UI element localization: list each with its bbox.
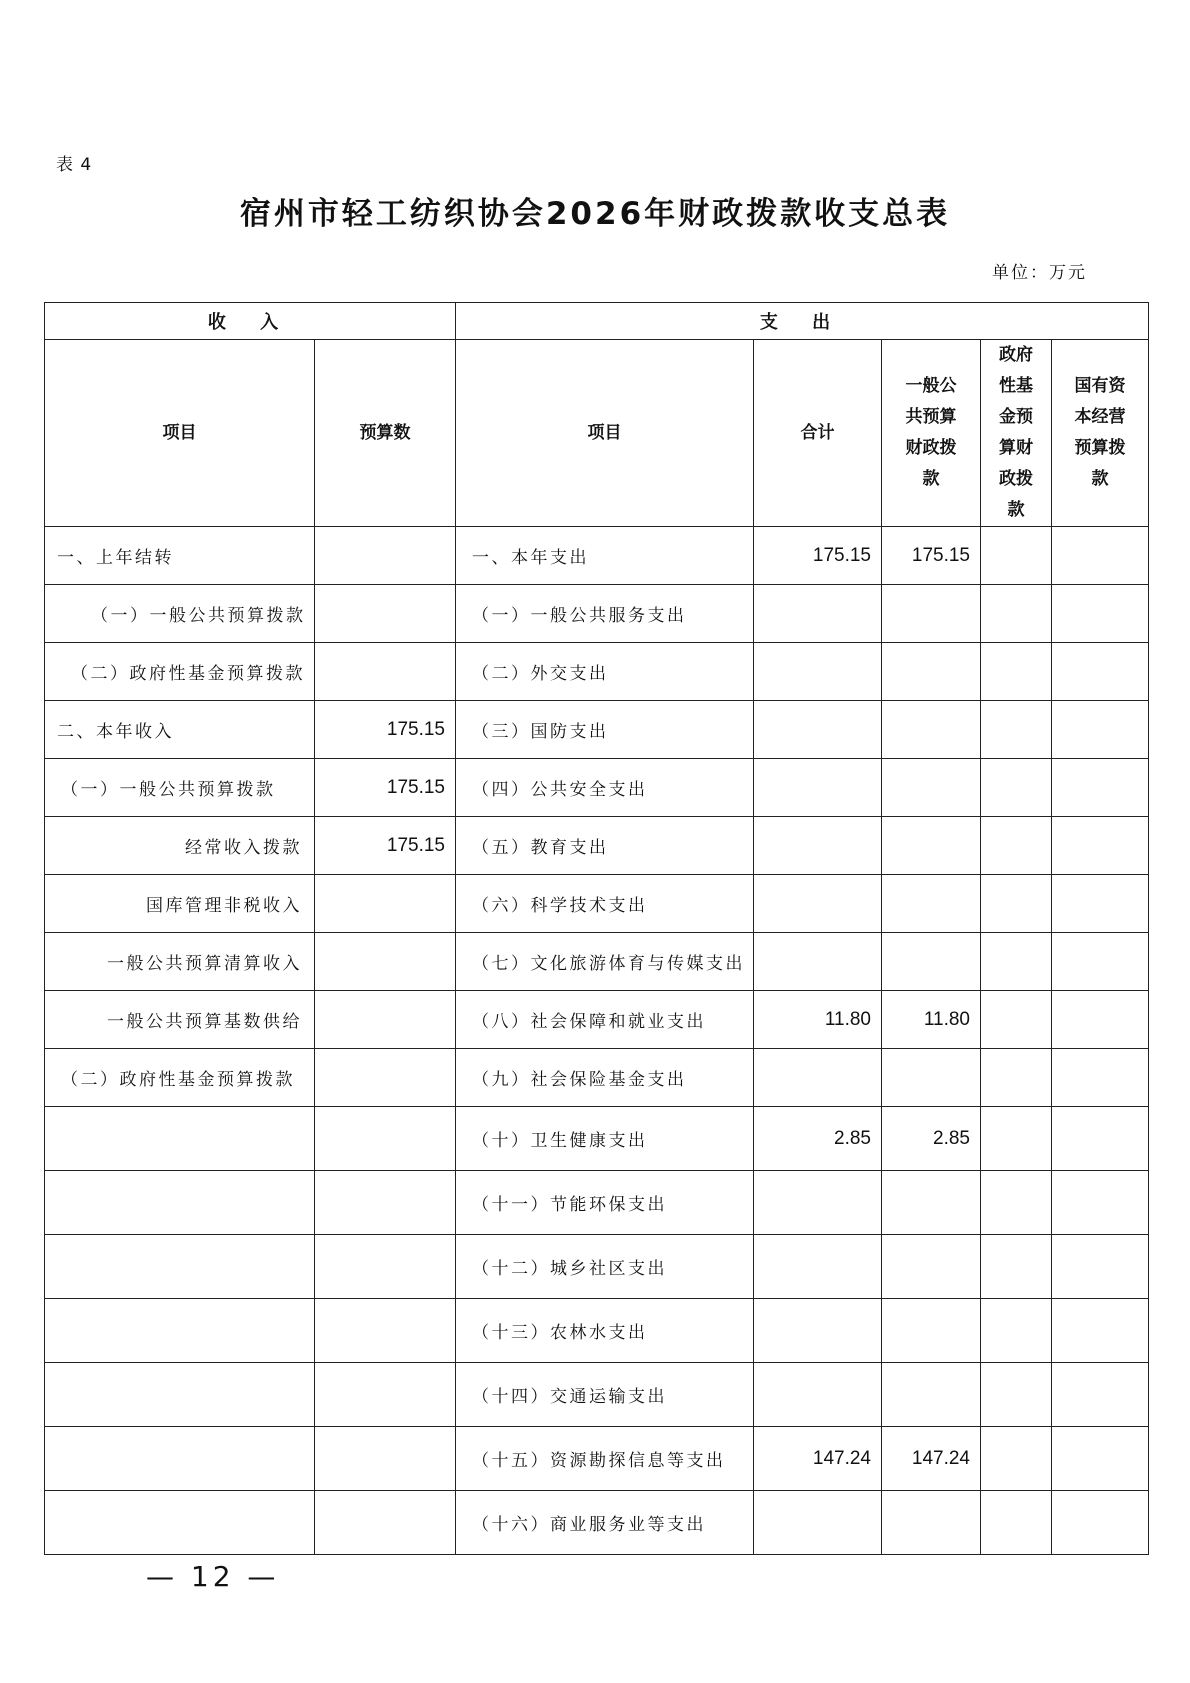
state-capital-cell [1052,759,1149,817]
general-budget-cell [882,817,981,875]
gov-fund-cell [981,1491,1052,1555]
income-amount-cell [315,875,456,933]
income-amount-cell [315,991,456,1049]
expense-total-cell [754,875,882,933]
gov-fund-cell [981,1363,1052,1427]
table-body [45,303,1149,1555]
gov-fund-cell [981,1235,1052,1299]
expense-item-cell: （十一）节能环保支出 [456,1171,754,1235]
gov-fund-cell [981,991,1052,1049]
general-budget-cell [882,643,981,701]
expense-item-cell: （十五）资源勘探信息等支出 [456,1427,754,1491]
gov-fund-cell [981,643,1052,701]
income-item-cell: 经常收入拨款 [45,817,315,875]
state-capital-cell [1052,1049,1149,1107]
income-amount-cell [315,1491,456,1555]
expense-item-cell: 一、本年支出 [456,527,754,585]
expense-total-cell [754,701,882,759]
income-item-cell [45,1491,315,1555]
state-capital-cell [1052,933,1149,991]
general-budget-cell [882,585,981,643]
expense-total-cell [754,1235,882,1299]
income-amount-cell [315,1171,456,1235]
table-row [45,817,1149,875]
expense-item-cell: （一）一般公共服务支出 [456,585,754,643]
income-header: 收 入 [45,303,456,340]
income-budget-header: 预算数 [315,340,456,527]
total-header: 合计 [754,340,882,527]
table-row [45,933,1149,991]
income-item-cell [45,1235,315,1299]
table-row [45,1427,1149,1491]
header-group-row [45,303,1149,340]
gov-fund-cell [981,1171,1052,1235]
general-budget-header-text: 一般公共预算财政拨款 [905,376,957,489]
income-amount-cell: 175.15 [315,817,456,875]
income-item-cell [45,1363,315,1427]
expense-item-cell: （十）卫生健康支出 [456,1107,754,1171]
expense-item-cell: （二）外交支出 [456,643,754,701]
gov-fund-cell [981,875,1052,933]
expense-total-cell: 11.80 [754,991,882,1049]
general-budget-cell [882,759,981,817]
table-row [45,527,1149,585]
table-label: 表 4 [56,155,93,175]
general-budget-cell [882,1491,981,1555]
budget-table [44,302,1149,1555]
gov-fund-cell [981,817,1052,875]
income-amount-cell: 175.15 [315,701,456,759]
gov-fund-cell [981,933,1052,991]
state-capital-header [1052,340,1149,527]
table-row [45,1235,1149,1299]
table-row [45,585,1149,643]
page-title: 宿州市轻工纺织协会2026年财政拨款收支总表 [239,196,951,232]
table-row [45,1049,1149,1107]
state-capital-cell [1052,817,1149,875]
table-row [45,1299,1149,1363]
income-item-cell: （二）政府性基金预算拨款 [45,643,315,701]
expense-item-cell: （三）国防支出 [456,701,754,759]
expense-total-cell: 147.24 [754,1427,882,1491]
income-item-cell [45,1107,315,1171]
gov-fund-cell [981,701,1052,759]
income-amount-cell [315,1049,456,1107]
gov-fund-cell [981,1049,1052,1107]
general-budget-cell [882,875,981,933]
gov-fund-cell [981,1427,1052,1491]
expense-total-cell [754,817,882,875]
income-amount-cell [315,643,456,701]
state-capital-cell [1052,1235,1149,1299]
expense-item-cell: （十三）农林水支出 [456,1299,754,1363]
state-capital-cell [1052,1107,1149,1171]
expense-item-header: 项目 [456,340,754,527]
income-item-cell: 一般公共预算基数供给 [45,991,315,1049]
table-row [45,1171,1149,1235]
income-item-cell [45,1299,315,1363]
state-capital-cell [1052,991,1149,1049]
state-capital-cell [1052,701,1149,759]
state-capital-cell [1052,875,1149,933]
income-amount-cell: 175.15 [315,759,456,817]
table-row [45,991,1149,1049]
income-amount-cell [315,933,456,991]
income-item-cell: 二、本年收入 [45,701,315,759]
table-row [45,1491,1149,1555]
general-budget-cell [882,1171,981,1235]
income-item-cell: （二）政府性基金预算拨款 [45,1049,315,1107]
income-item-cell: 一般公共预算清算收入 [45,933,315,991]
general-budget-cell [882,933,981,991]
expense-total-cell [754,759,882,817]
income-amount-cell [315,1363,456,1427]
expense-item-cell: （七）文化旅游体育与传媒支出 [456,933,754,991]
gov-fund-cell [981,1107,1052,1171]
state-capital-cell [1052,1491,1149,1555]
state-capital-cell [1052,643,1149,701]
state-capital-cell [1052,1363,1149,1427]
income-amount-cell [315,1299,456,1363]
state-capital-cell [1052,1299,1149,1363]
general-budget-cell: 2.85 [882,1107,981,1171]
gov-fund-cell [981,759,1052,817]
table-row [45,1363,1149,1427]
state-capital-cell [1052,1427,1149,1491]
expense-item-cell: （八）社会保障和就业支出 [456,991,754,1049]
gov-fund-cell [981,527,1052,585]
income-amount-cell [315,527,456,585]
state-capital-cell [1052,527,1149,585]
expense-total-cell: 2.85 [754,1107,882,1171]
general-budget-cell [882,1049,981,1107]
general-budget-cell: 147.24 [882,1427,981,1491]
general-budget-cell [882,701,981,759]
header-columns-row [45,340,1149,527]
expense-total-cell [754,1049,882,1107]
income-item-header: 项目 [45,340,315,527]
income-item-cell: 国库管理非税收入 [45,875,315,933]
expense-item-cell: （十四）交通运输支出 [456,1363,754,1427]
expense-item-cell: （四）公共安全支出 [456,759,754,817]
gov-fund-cell [981,1299,1052,1363]
table-row [45,1107,1149,1171]
state-capital-header-text: 国有资本经营预算拨款 [1074,376,1126,489]
general-budget-cell: 11.80 [882,991,981,1049]
table-row [45,643,1149,701]
income-item-cell: （一）一般公共预算拨款 [45,585,315,643]
expense-item-cell: （五）教育支出 [456,817,754,875]
expense-item-cell: （九）社会保险基金支出 [456,1049,754,1107]
expense-total-cell: 175.15 [754,527,882,585]
page-number: — 12 — [146,1560,280,1593]
income-item-cell [45,1427,315,1491]
income-item-cell [45,1171,315,1235]
expense-item-cell: （十六）商业服务业等支出 [456,1491,754,1555]
income-item-cell: 一、上年结转 [45,527,315,585]
expense-total-cell [754,1171,882,1235]
general-budget-cell [882,1299,981,1363]
expense-total-cell [754,933,882,991]
expense-total-cell [754,585,882,643]
income-amount-cell [315,1235,456,1299]
income-item-cell: （一）一般公共预算拨款 [45,759,315,817]
expense-total-cell [754,1299,882,1363]
general-budget-cell [882,1235,981,1299]
expense-item-cell: （六）科学技术支出 [456,875,754,933]
state-capital-cell [1052,585,1149,643]
table-row [45,875,1149,933]
expense-total-cell [754,1491,882,1555]
income-amount-cell [315,1427,456,1491]
general-budget-header [882,340,981,527]
expense-item-cell: （十二）城乡社区支出 [456,1235,754,1299]
state-capital-cell [1052,1171,1149,1235]
gov-fund-header [981,340,1052,527]
expense-total-cell [754,1363,882,1427]
income-amount-cell [315,1107,456,1171]
general-budget-cell [882,1363,981,1427]
table-row [45,701,1149,759]
general-budget-cell: 175.15 [882,527,981,585]
gov-fund-cell [981,585,1052,643]
gov-fund-header-text: 政府性基金预算财政拨款 [999,345,1033,520]
table-row [45,759,1149,817]
unit-label: 单位：万元 [992,263,1087,283]
expense-total-cell [754,643,882,701]
expense-header: 支 出 [456,303,1149,340]
income-amount-cell [315,585,456,643]
